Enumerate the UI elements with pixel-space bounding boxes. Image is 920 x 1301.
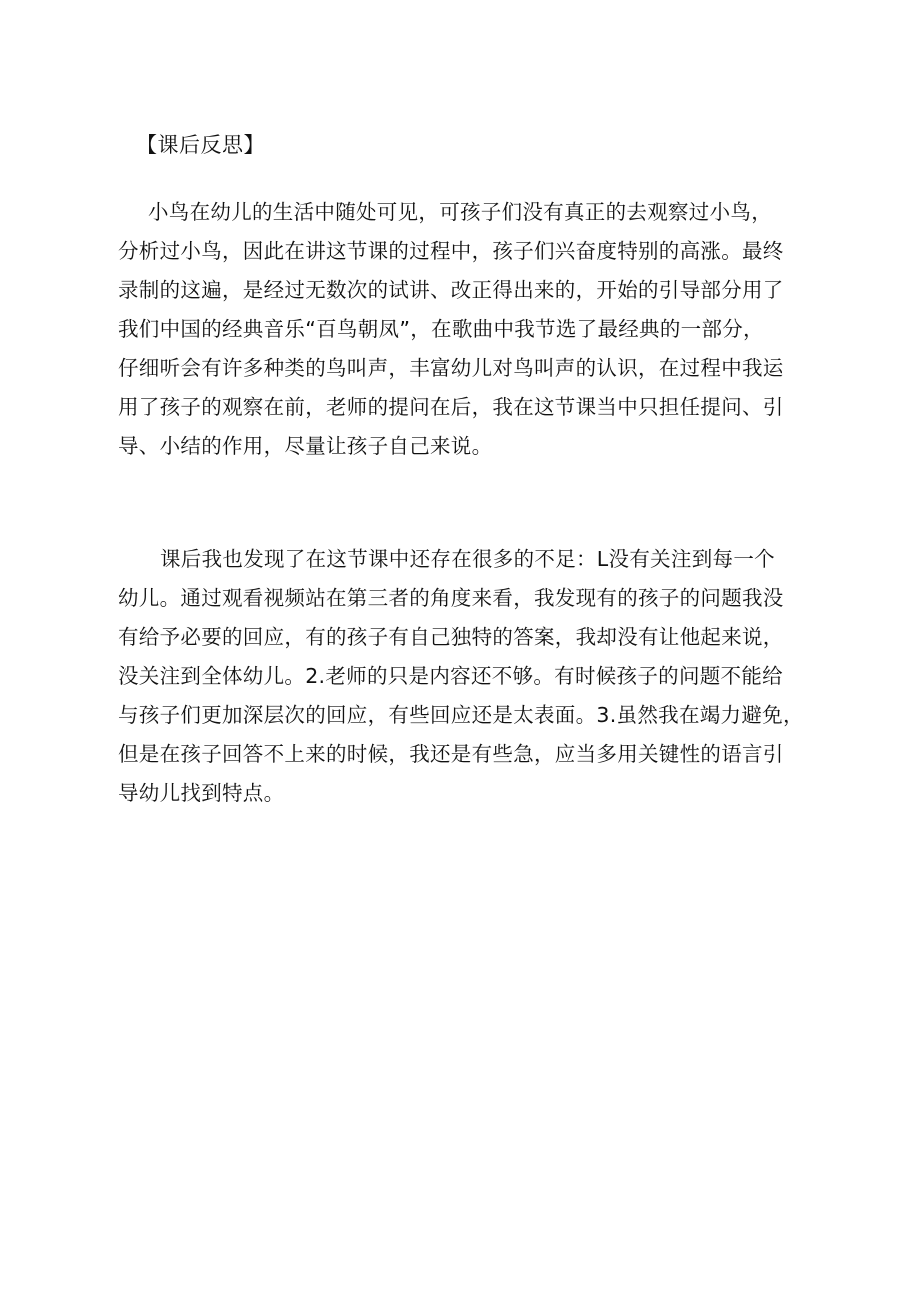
paragraph-line: 小鸟在幼儿的生活中随处可见，可孩子们没有真正的去观察过小鸟， — [148, 200, 772, 224]
paragraph-line: 有给予必要的回应，有的孩子有自己独特的答案，我却没有让他起来说， — [118, 625, 784, 649]
paragraph-line: 仔细听会有许多种类的鸟叫声，丰富幼儿对鸟叫声的认识，在过程中我运 — [118, 356, 784, 380]
paragraph-reflection-2 — [118, 540, 818, 813]
paragraph-line: 课后我也发现了在这节课中还存在很多的不足：L没有关注到每一个 — [160, 547, 775, 571]
section-heading: 【课后反思】 — [136, 133, 265, 157]
paragraph-line: 录制的这遍，是经过无数次的试讲、改正得出来的，开始的引导部分用了 — [118, 278, 784, 302]
paragraph-line: 导、小结的作用，尽量让孩子自己来说。 — [118, 434, 493, 458]
paragraph-line: 我们中国的经典音乐“百鸟朝凤”，在歌曲中我节选了最经典的一部分， — [118, 317, 764, 341]
paragraph-line: 分析过小鸟，因此在讲这节课的过程中，孩子们兴奋度特别的高涨。最终 — [118, 239, 784, 263]
paragraph-line: 与孩子们更加深层次的回应，有些回应还是太表面。3.虽然我在竭力避免， — [118, 703, 804, 727]
paragraph-line: 没关注到全体幼儿。2.老师的只是内容还不够。有时候孩子的问题不能给 — [118, 664, 783, 688]
paragraph-line: 但是在孩子回答不上来的时候，我还是有些急，应当多用关键性的语言引 — [118, 742, 784, 766]
paragraph-line: 导幼儿找到特点。 — [118, 781, 285, 805]
paragraph-line: 幼儿。通过观看视频站在第三者的角度来看，我发现有的孩子的问题我没 — [118, 586, 784, 610]
paragraph-line: 用了孩子的观察在前，老师的提问在后，我在这节课当中只担任提问、引 — [118, 395, 784, 419]
paragraph-reflection-1 — [118, 193, 818, 466]
